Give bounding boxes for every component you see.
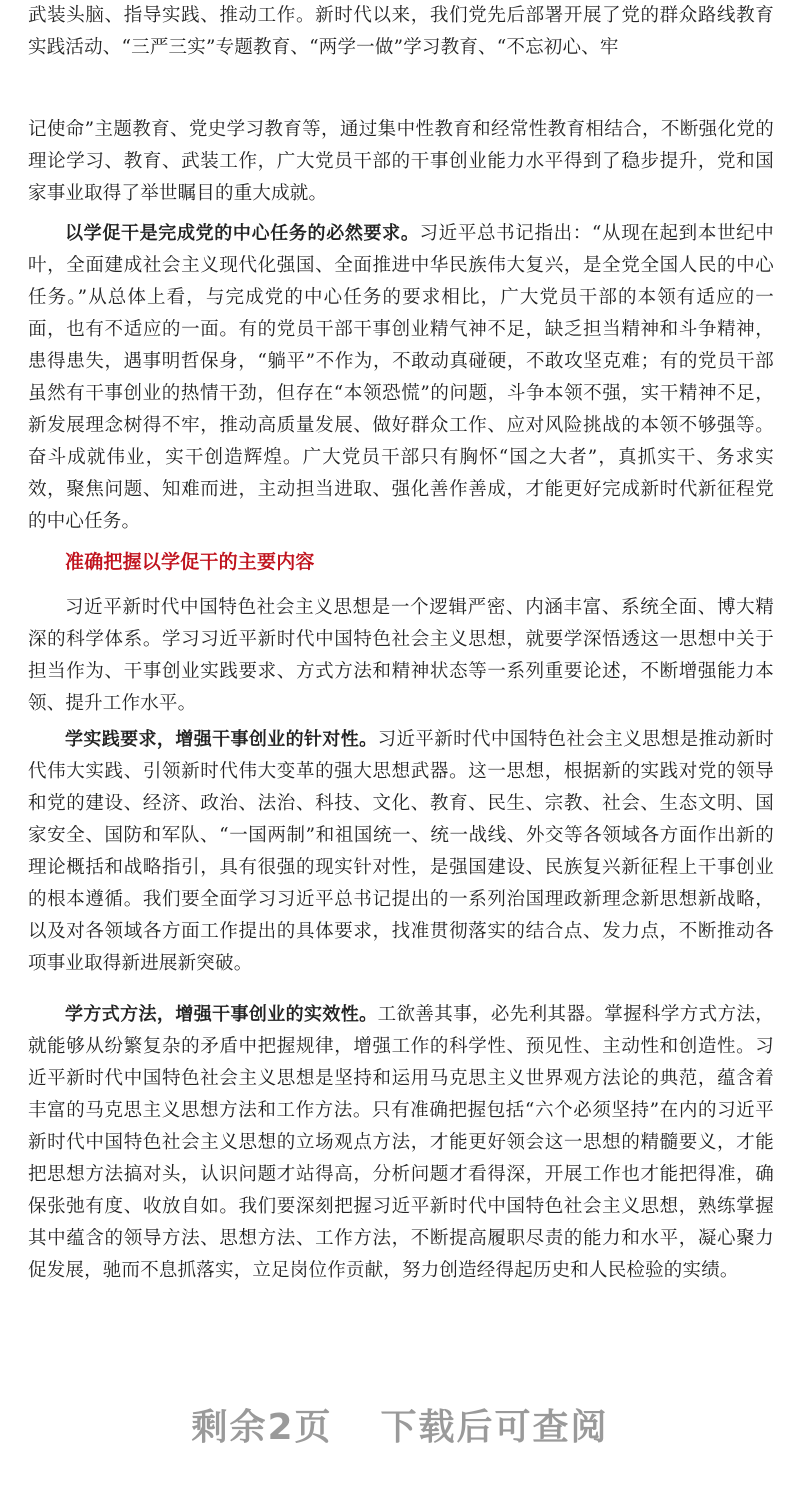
paragraph-text: 习近平新时代中国特色社会主义思想是一个逻辑严密、内涵丰富、系统全面、博大精深的科学体系。学习习近平新时代中国特色社会主义思想，就要学深悟透这一思想中关于担当作为、干事创业实践要求、方式方法和精神状态等一系列重要论述，不断增强能力本领、提升工作水平。 [28, 597, 774, 714]
section-heading: 准确把握以学促干的主要内容 [65, 551, 315, 573]
paragraph-lead: 学实践要求，增强干事创业的针对性。 [65, 729, 378, 750]
paragraph-body: 习近平新时代中国特色社会主义思想是推动新时代伟大实践、引领新时代伟大变革的强大思想武器。这一思想，根据新的实践对党的领导和党的建设、经济、政治、法治、科技、文化、教育、民生、宗教、社会、生态文明、国家安全、国防和军队、“一国两制”和祖国统一、统一战线、外交等各领域各方面作出新的理论概括和战略指引，具有很强的现实针对性，是强国建设、民族复兴新征程上干事创业的根本遵循。我们要全面学习习近平总书记提出的一系列治国理政新理念新思想新战略，以及对各领域各方面工作提出的具体要求，找准贯彻落实的结合点、发力点，不断推动各项事业取得新进展新突破。 [28, 729, 775, 974]
paragraph-text: 武装头脑、指导实践、推动工作。新时代以来，我们党先后部署开展了党的群众路线教育实践活动、“三严三实”专题教育、“两学一做”学习教育、“不忘初心、牢 [28, 5, 774, 58]
paragraph-lead: 以学促干是完成党的中心任务的必然要求。 [65, 223, 420, 244]
paragraph-body: 习近平总书记指出：“从现在起到本世纪中叶，全面建成社会主义现代化强国、全面推进中华民族伟大复兴，是全党全国人民的中心任务。”从总体上看，与完成党的中心任务的要求相比，广大党员干部的本领有适应的一面，也有不适应的一面。有的党员干部干事创业精气神不足，缺乏担当精神和斗争精神，患得患失，遇事明哲保身，“躺平”不作为，不敢动真碰硬，不敢攻坚克难；有的党员干部虽然有干事创业的热情干劲，但存在“本领恐慌”的问题，斗争本领不强，实干精神不足，新发展理念树得不牢，推动高质量发展、做好群众工作、应对风险挑战的本领不够强等。奋斗成就伟业，实干创造辉煌。广大党员干部只有胸怀“国之大者”，真抓实干、务求实效，聚焦问题、知难而进，主动担当进取、强化善作善成，才能更好完成新时代新征程党的中心任务。 [28, 223, 774, 532]
paragraph-6 [28, 999, 774, 1287]
download-hint-label: 下载后可查阅 [380, 1407, 609, 1448]
paragraph-3 [28, 218, 774, 538]
paragraph-text [28, 218, 774, 538]
download-prompt[interactable] [0, 1398, 800, 1458]
paragraph-text: 记使命”主题教育、党史学习教育等，通过集中性教育和经常性教育相结合，不断强化党的理论学习、教育、武装工作，广大党员干部的干事创业能力水平得到了稳步提升，党和国家事业取得了举世瞩目的重大成就。 [28, 119, 774, 204]
paragraph-text [28, 999, 774, 1287]
paragraph-lead: 学方式方法，增强干事创业的实效性。 [65, 1004, 378, 1025]
paragraph-text [28, 724, 774, 980]
remaining-pages-label: 剩余2页 [191, 1407, 333, 1448]
paragraph-4 [28, 592, 774, 720]
paragraph-body: 工欲善其事，必先利其器。掌握科学方式方法，就能够从纷繁复杂的矛盾中把握规律，增强工作的科学性、预见性、主动性和创造性。习近平新时代中国特色社会主义思想是坚持和运用马克思主义世界观方法论的典范，蕴含着丰富的马克思主义思想方法和工作方法。只有准确把握包括“六个必须坚持”在内的习近平新时代中国特色社会主义思想的立场观点方法，才能更好领会这一思想的精髓要义，才能把思想方法搞对头，认识问题才站得高，分析问题才看得深，开展工作也才能把得准，确保张弛有度、收放自如。我们要深刻把握习近平新时代中国特色社会主义思想，熟练掌握其中蕴含的领导方法、思想方法、工作方法，不断提高履职尽责的能力和水平，凝心聚力促发展，驰而不息抓落实，立足岗位作贡献，努力创造经得起历史和人民检验的实绩。 [28, 1004, 775, 1281]
paragraph-2 [28, 114, 774, 210]
paragraph-1 [28, 0, 774, 64]
paragraph-5 [28, 724, 774, 980]
